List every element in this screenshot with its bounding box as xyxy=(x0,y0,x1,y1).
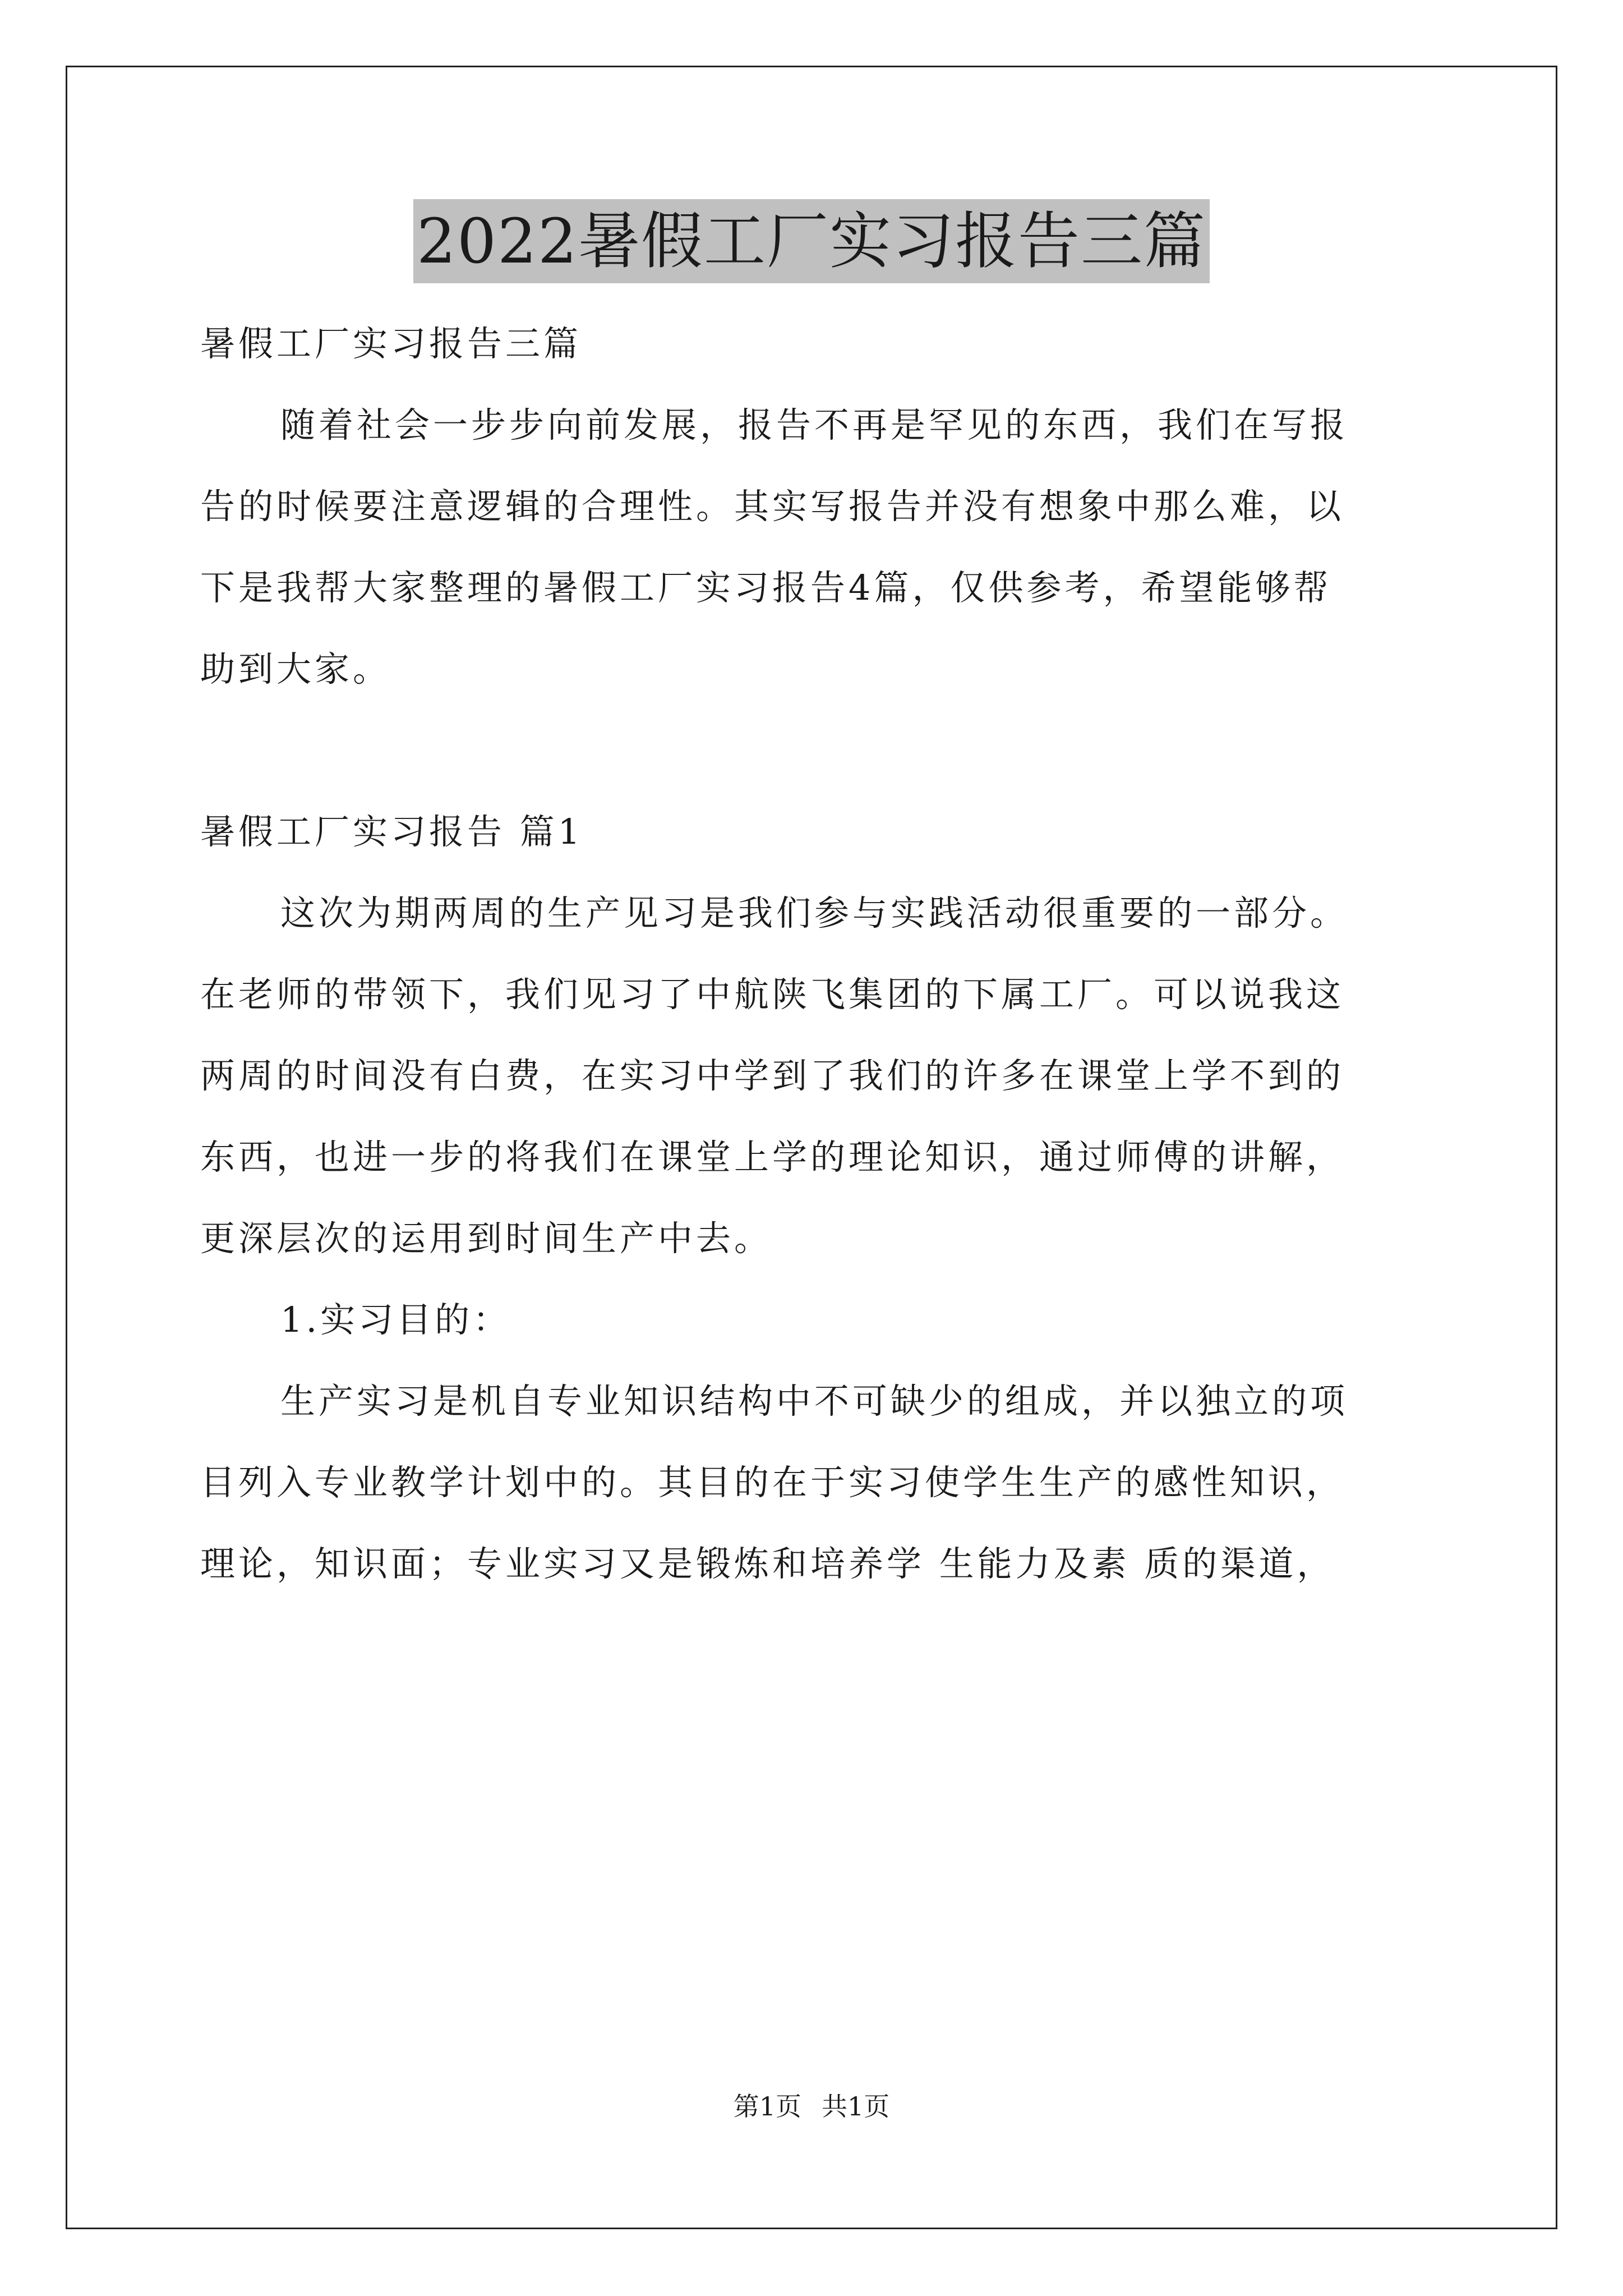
intro-line: 随着社会一步步向前发展，报告不再是罕见的东西，我们在写报 xyxy=(280,404,1349,445)
page-total: 共1页 xyxy=(822,2091,890,2122)
intro-line: 告的时候要注意逻辑的合理性。其实写报告并没有想象中那么难，以 xyxy=(200,486,1345,527)
paragraph-line: 理论，知识面；专业实习又是锻炼和培养学 生能力及素 质的渠道， xyxy=(200,1543,1335,1584)
page-footer xyxy=(0,2090,1623,2123)
paragraph-line: 更深层次的运用到时间生产中去。 xyxy=(200,1218,773,1259)
intro-line: 下是我帮大家整理的暑假工厂实习报告4篇，仅供参考，希望能够帮 xyxy=(200,567,1332,608)
paragraph-line: 两周的时间没有白费，在实习中学到了我们的许多在课堂上学不到的 xyxy=(200,1055,1345,1096)
section-spacer xyxy=(200,710,1434,791)
document-body xyxy=(200,303,1434,1604)
document-subtitle: 暑假工厂实习报告三篇 xyxy=(200,323,582,364)
document-title: 2022暑假工厂实习报告三篇 xyxy=(413,199,1210,283)
paragraph-line: 这次为期两周的生产见习是我们参与实践活动很重要的一部分。 xyxy=(280,892,1349,933)
subheading: 1.实习目的： xyxy=(280,1299,511,1340)
paragraph-line: 目列入专业教学计划中的。其目的在于实习使学生生产的感性知识， xyxy=(200,1462,1345,1503)
paragraph-line: 东西，也进一步的将我们在课堂上学的理论知识，通过师傅的讲解， xyxy=(200,1137,1345,1177)
intro-line: 助到大家。 xyxy=(200,648,391,689)
section-heading: 暑假工厂实习报告 篇1 xyxy=(200,811,584,852)
paragraph-line: 在老师的带领下，我们见习了中航陕飞集团的下属工厂。可以说我这 xyxy=(200,974,1345,1015)
title-container xyxy=(0,199,1623,283)
page-number: 第1页 xyxy=(733,2091,801,2122)
paragraph-line: 生产实习是机自专业知识结构中不可缺少的组成，并以独立的项 xyxy=(280,1381,1349,1421)
